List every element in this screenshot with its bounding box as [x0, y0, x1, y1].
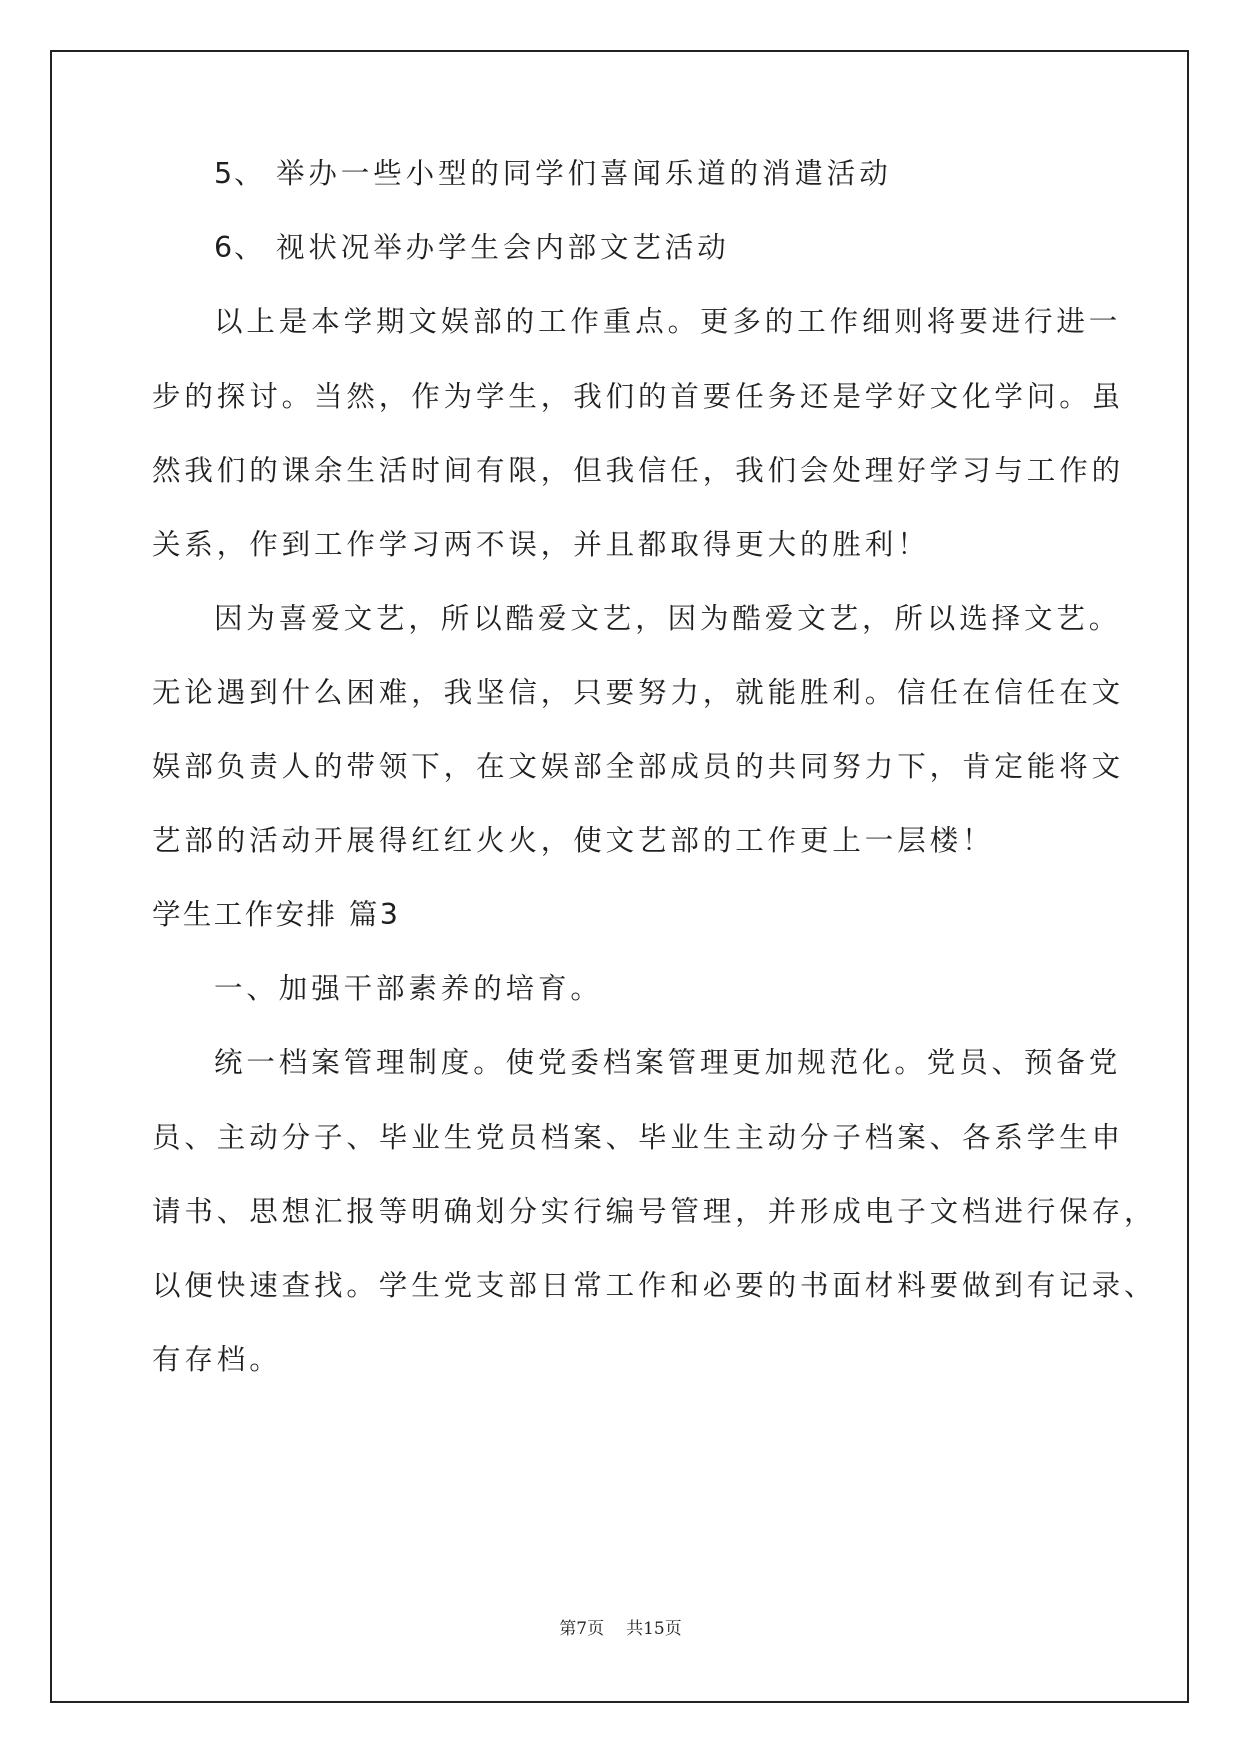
paragraph-line: 统一档案管理制度。使党委档案管理更加规范化。党员、预备党 [214, 1046, 1122, 1079]
paragraph-line: 关系，作到工作学习两不误，并且都取得更大的胜利！ [152, 528, 930, 561]
subheading: 一、加强干部素养的培育。 [214, 972, 603, 1005]
list-text: 视状况举办学生会内部文艺活动 [276, 231, 730, 264]
list-text: 举办一些小型的同学们喜闻乐道的消遣活动 [276, 157, 892, 190]
paragraph-line: 步的探讨。当然，作为学生，我们的首要任务还是学好文化学问。虽 [152, 380, 1125, 413]
paragraph-line: 无论遇到什么困难，我坚信，只要努力，就能胜利。信任在信任在文 [152, 676, 1125, 709]
list-item-6 [214, 228, 730, 268]
paragraph-line: 以上是本学期文娱部的工作重点。更多的工作细则将要进行进一 [214, 305, 1122, 338]
paragraph-line: 因为喜爱文艺，所以酷爱文艺，因为酷爱文艺，所以选择文艺。 [214, 602, 1122, 635]
section-heading: 学生工作安排 篇3 [152, 898, 401, 931]
paragraph-line: 以便快速查找。学生党支部日常工作和必要的书面材料要做到有记录、 [152, 1269, 1157, 1302]
paragraph-line: 艺部的活动开展得红红火火，使文艺部的工作更上一层楼！ [152, 824, 995, 857]
page-footer [0, 1614, 1241, 1639]
list-number: 5、 [214, 157, 265, 190]
list-number: 6、 [214, 231, 265, 264]
list-item-5 [214, 154, 892, 194]
paragraph-line: 请书、思想汇报等明确划分实行编号管理，并形成电子文档进行保存， [152, 1195, 1157, 1228]
paragraph-line: 员、主动分子、毕业生党员档案、毕业生主动分子档案、各系学生申 [152, 1121, 1125, 1154]
page-border [50, 50, 1189, 1703]
page-number: 第7页 [559, 1619, 605, 1639]
page-total: 共15页 [626, 1619, 682, 1639]
paragraph-line: 娱部负责人的带领下，在文娱部全部成员的共同努力下，肯定能将文 [152, 750, 1125, 783]
paragraph-line: 有存档。 [152, 1343, 282, 1376]
paragraph-line: 然我们的课余生活时间有限，但我信任，我们会处理好学习与工作的 [152, 454, 1125, 487]
